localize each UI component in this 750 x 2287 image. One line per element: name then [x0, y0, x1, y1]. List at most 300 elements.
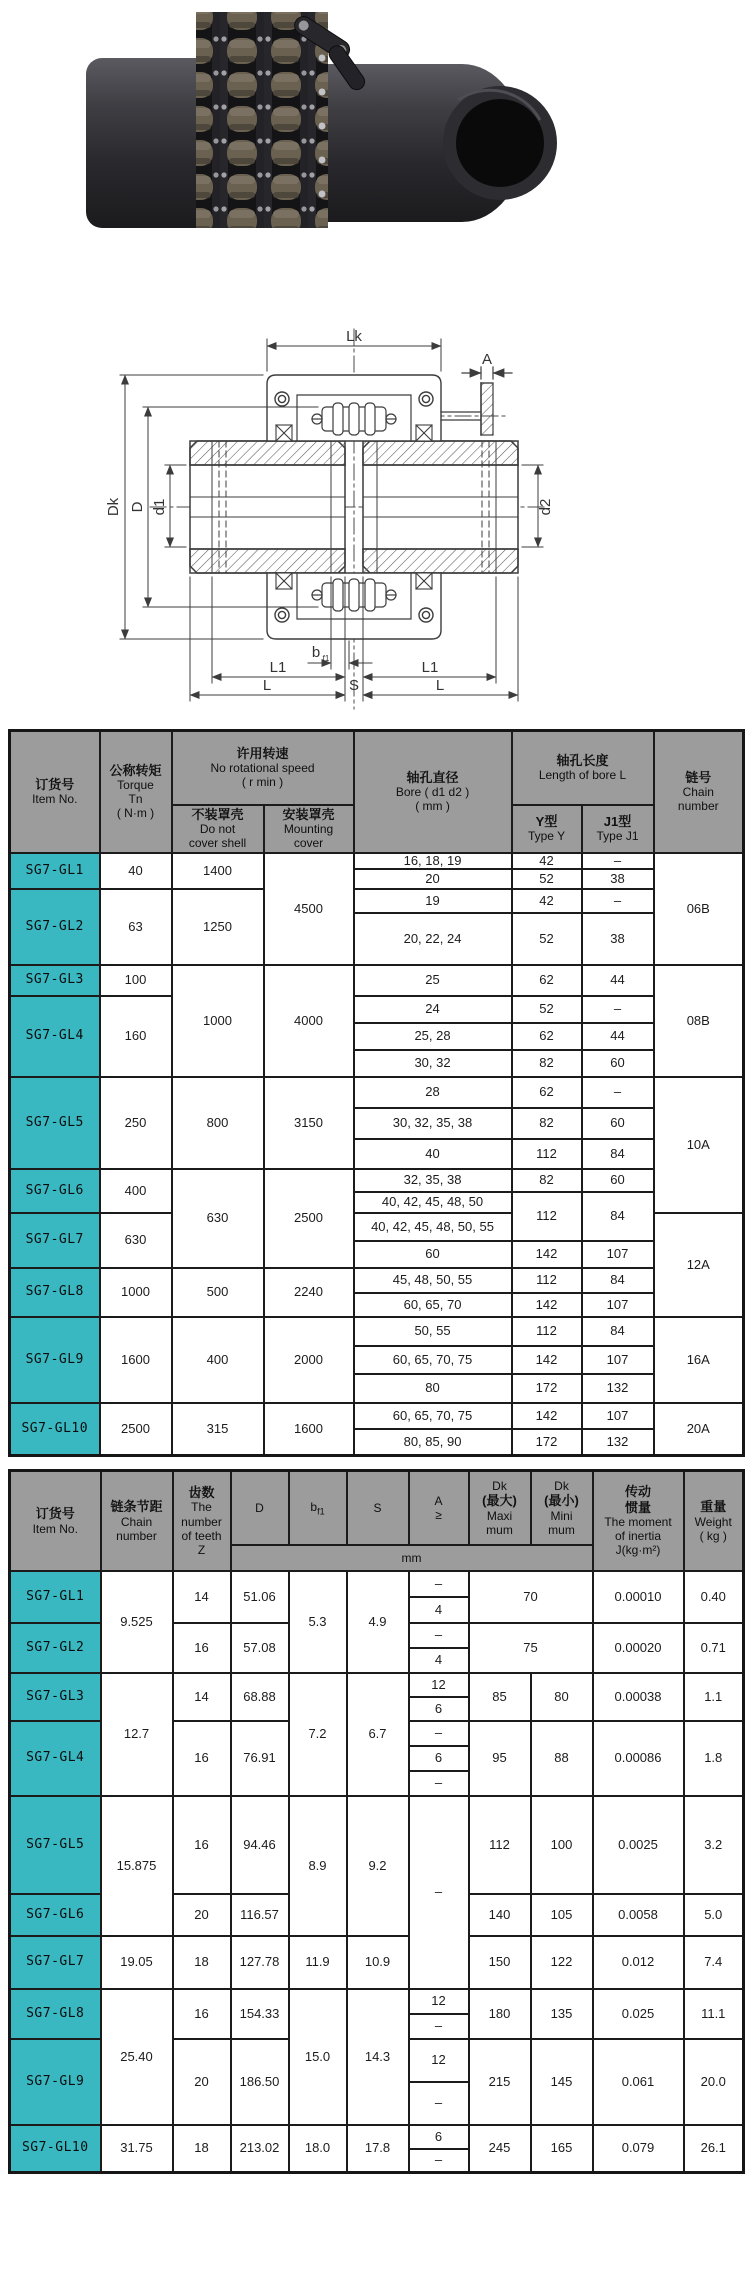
cell: 400: [100, 1169, 172, 1213]
cell: –: [409, 2014, 469, 2039]
cell: 30, 32: [354, 1050, 512, 1077]
t2-head-inertia-en1: The moment: [604, 1515, 672, 1530]
cell: 7.4: [684, 1936, 744, 1989]
cell: 1000: [100, 1268, 172, 1317]
cell: 42: [512, 853, 582, 869]
t2-head-s-sym: S: [373, 1500, 382, 1515]
label-d1: d1: [151, 498, 168, 516]
item-cell: SG7-GL5: [10, 1077, 100, 1169]
table-row: [10, 1571, 744, 1597]
cell: 132: [582, 1429, 654, 1456]
item-cell: SG7-GL9: [10, 2039, 101, 2125]
cell: 112: [512, 1139, 582, 1169]
cell: 5.3: [289, 1571, 347, 1673]
cell: 7.2: [289, 1673, 347, 1796]
t2-head-item: [10, 1471, 101, 1571]
table-row: [10, 1317, 744, 1346]
cell: 16: [173, 1623, 231, 1673]
t1-head-bore: [354, 731, 512, 853]
t1-head-no-cover: [172, 805, 264, 853]
t2-head-inertia-en2: of inertia: [614, 1529, 662, 1544]
t1-head-mount-cover-zh: 安装罩壳: [282, 806, 335, 822]
cell: 9.2: [347, 1796, 409, 1936]
t2-head-teeth-sym: Z: [197, 1542, 206, 1557]
t1-head-speed: [172, 731, 354, 805]
cell: 100: [531, 1796, 593, 1894]
cell: 800: [172, 1077, 264, 1169]
cell: 132: [582, 1374, 654, 1403]
cell: 76.91: [231, 1721, 289, 1796]
t1-head-type-j1-zh: J1型: [603, 813, 632, 829]
cell: 50, 55: [354, 1317, 512, 1346]
cell: 18: [173, 2125, 231, 2173]
a-detail: [441, 367, 512, 435]
chain-pin-assembly-bottom: [312, 579, 396, 611]
cell: 44: [582, 1023, 654, 1050]
table-row: [10, 1169, 744, 1192]
label-b-sub: f1: [322, 654, 330, 663]
t2-head-dk-min-en1: Mini: [550, 1508, 573, 1523]
label-l-left: L: [262, 677, 272, 694]
cell: –: [582, 889, 654, 913]
table-row: [10, 2125, 744, 2149]
table-row: [10, 853, 744, 869]
label-d2: d2: [537, 498, 554, 516]
dimension-drawing-figure: [0, 233, 750, 718]
cell: 40: [354, 1139, 512, 1169]
t2-head-d-sym: D: [255, 1500, 264, 1515]
cell: 1000: [172, 965, 264, 1077]
t2-head-dk-min: [531, 1471, 593, 1545]
t1-head-bore-length-en: Length of bore L: [538, 768, 627, 783]
spec-table-speed-bore: [8, 729, 745, 1457]
cell: 8.9: [289, 1796, 347, 1936]
label-l-right: L: [435, 677, 445, 694]
cell: 145: [531, 2039, 593, 2125]
t1-head-speed-unit: ( r min ): [241, 775, 284, 790]
t1-head-chain-zh: 链号: [685, 769, 712, 785]
cell: 1250: [172, 889, 264, 965]
cell: 12.7: [101, 1673, 173, 1796]
cell: 1.1: [684, 1673, 744, 1721]
cell: 15.0: [289, 1989, 347, 2125]
cell: 0.025: [593, 1989, 684, 2039]
t1-head-speed-en: No rotational speed: [210, 761, 315, 776]
cell: 172: [512, 1429, 582, 1456]
t1-head-no-cover-en1: Do not: [199, 822, 236, 836]
cell: 38: [582, 869, 654, 889]
cell: 88: [531, 1721, 593, 1796]
cell: 127.78: [231, 1936, 289, 1989]
item-cell: SG7-GL4: [10, 1721, 101, 1796]
t2-head-teeth-en3: of teeth: [181, 1528, 222, 1543]
cell: 24: [354, 996, 512, 1023]
cell: 17.8: [347, 2125, 409, 2173]
cell: 20A: [654, 1403, 744, 1456]
cell: 82: [512, 1169, 582, 1192]
cell: 112: [512, 1317, 582, 1346]
cell: 107: [582, 1346, 654, 1374]
cell: 4500: [264, 853, 354, 965]
item-cell: SG7-GL7: [10, 1213, 100, 1268]
cell: 25: [354, 965, 512, 996]
cell: –: [409, 2082, 469, 2125]
t1-head-torque-unit: ( N·m ): [116, 806, 155, 821]
cell: 142: [512, 1346, 582, 1374]
t2-head-weight-unit: ( kg ): [699, 1528, 727, 1543]
cell: 5.0: [684, 1894, 744, 1936]
cell: 215: [469, 2039, 531, 2125]
cell: 60: [354, 1241, 512, 1268]
cell: 160: [100, 996, 172, 1077]
t2-head-s: [347, 1471, 409, 1545]
cell: 52: [512, 913, 582, 965]
cell: 250: [100, 1077, 172, 1169]
cell: 85: [469, 1673, 531, 1721]
t1-head-type-y: [512, 805, 582, 853]
t1-head-chain: [654, 731, 744, 853]
item-cell: SG7-GL1: [10, 853, 100, 889]
cell: 112: [512, 1192, 582, 1241]
cell: 12: [409, 1989, 469, 2014]
cell: –: [582, 853, 654, 869]
cell: 0.0025: [593, 1796, 684, 1894]
cell: 10.9: [347, 1936, 409, 1989]
t1-head-torque-sym: Tn: [128, 792, 143, 807]
cell: 62: [512, 1077, 582, 1108]
t1-head-bore-length: [512, 731, 654, 805]
cell: 0.079: [593, 2125, 684, 2173]
cell: 2240: [264, 1268, 354, 1317]
cell: 40: [100, 853, 172, 889]
cell: 18: [173, 1936, 231, 1989]
t2-head-inertia-unit: J(kg·m²): [615, 1543, 661, 1558]
t1-head-chain-en1: Chain: [682, 785, 714, 800]
cell: 16: [173, 1989, 231, 2039]
cell: 107: [582, 1241, 654, 1268]
cell: 70: [469, 1571, 593, 1623]
cell: 60: [582, 1050, 654, 1077]
t2-head-dk-min-en2: mum: [548, 1522, 575, 1537]
t2-head-item-en: Item No.: [32, 1521, 78, 1536]
label-s: S: [348, 677, 360, 694]
cell: 122: [531, 1936, 593, 1989]
t2-head-item-zh: 订货号: [35, 1506, 75, 1522]
cell: 0.012: [593, 1936, 684, 1989]
cell: 165: [531, 2125, 593, 2173]
table-row: [10, 1403, 744, 1429]
cell: 0.71: [684, 1623, 744, 1673]
table-row: [10, 965, 744, 996]
cell: –: [582, 1077, 654, 1108]
t1-head-mount-cover: [264, 805, 354, 853]
item-cell: SG7-GL6: [10, 1169, 100, 1213]
cell: 0.00086: [593, 1721, 684, 1796]
cell: 2000: [264, 1317, 354, 1403]
cell: 40, 42, 45, 48, 50: [354, 1192, 512, 1213]
product-photo-figure: [0, 0, 750, 228]
t1-head-bore-length-zh: 轴孔长度: [556, 753, 609, 768]
t2-head-teeth: [173, 1471, 231, 1571]
cell: 52: [512, 996, 582, 1023]
cell: 14.3: [347, 1989, 409, 2125]
cell: 500: [172, 1268, 264, 1317]
cell: 80: [531, 1673, 593, 1721]
cell: 82: [512, 1050, 582, 1077]
cell: –: [409, 2149, 469, 2173]
cell: 11.1: [684, 1989, 744, 2039]
table-row: [10, 889, 744, 913]
cell: 3.2: [684, 1796, 744, 1894]
cell: 19.05: [101, 1936, 173, 1989]
cell: 60: [582, 1169, 654, 1192]
cell: 80, 85, 90: [354, 1429, 512, 1456]
t2-head-pitch-en1: Chain: [120, 1514, 153, 1529]
table-row: [10, 1268, 744, 1293]
cell: 38: [582, 913, 654, 965]
t2-head-pitch-en2: number: [116, 1528, 157, 1543]
cell: 62: [512, 965, 582, 996]
cell: 400: [172, 1317, 264, 1403]
table-row: [10, 1796, 744, 1894]
cell: 28: [354, 1077, 512, 1108]
t2-head-b: [289, 1471, 347, 1545]
t1-head-speed-zh: 许用转速: [236, 745, 289, 761]
cell: 19: [354, 889, 512, 913]
cell: 12: [409, 1673, 469, 1697]
t2-head-dk-max-en2: mum: [486, 1522, 513, 1537]
cell: 80: [354, 1374, 512, 1403]
cell: 1.8: [684, 1721, 744, 1796]
t1-head-chain-en2: number: [677, 799, 719, 814]
cell: 06B: [654, 853, 744, 965]
t2-head-pitch: [101, 1471, 173, 1571]
cell: –: [409, 1623, 469, 1648]
cell: 0.061: [593, 2039, 684, 2125]
t1-head-mount-cover-en1: Mounting: [283, 822, 334, 836]
cell: 08B: [654, 965, 744, 1077]
item-cell: SG7-GL8: [10, 1989, 101, 2039]
cell: 31.75: [101, 2125, 173, 2173]
cell: 51.06: [231, 1571, 289, 1623]
t2-head-inertia: [593, 1471, 684, 1571]
cell: 135: [531, 1989, 593, 2039]
cell: 60, 65, 70, 75: [354, 1403, 512, 1429]
cell: –: [409, 1771, 469, 1796]
cell: 12A: [654, 1213, 744, 1317]
cell: 30, 32, 35, 38: [354, 1108, 512, 1139]
cell: 3150: [264, 1077, 354, 1169]
t2-head-pitch-zh: 链条节距: [110, 1499, 163, 1515]
cell: 20.0: [684, 2039, 744, 2125]
t2-head-a-sym: A: [434, 1493, 443, 1508]
cell: 142: [512, 1241, 582, 1268]
t2-head-inertia-zh1: 传动: [624, 1484, 651, 1500]
cell: 14: [173, 1571, 231, 1623]
cell: 245: [469, 2125, 531, 2173]
cell: 315: [172, 1403, 264, 1456]
cell: 6: [409, 1746, 469, 1771]
item-cell: SG7-GL9: [10, 1317, 100, 1403]
t2-head-dk-max-en1: Maxi: [486, 1508, 513, 1523]
t1-head-no-cover-zh: 不装罩壳: [191, 806, 244, 822]
spec-table-geometry: [8, 1469, 745, 2174]
t1-head-mount-cover-en2: cover: [293, 836, 324, 851]
table-row: [10, 1673, 744, 1697]
label-dk: Dk: [105, 497, 122, 517]
label-b: b: [311, 644, 321, 661]
cell: 4: [409, 1648, 469, 1673]
t1-head-bore-unit: ( mm ): [415, 799, 450, 814]
cell: 6: [409, 1697, 469, 1721]
label-l1-right: L1: [421, 659, 439, 676]
cell: –: [582, 996, 654, 1023]
t2-head-unit-mm: [231, 1545, 593, 1571]
cell: 630: [172, 1169, 264, 1268]
t1-head-item-zh: 订货号: [35, 777, 75, 792]
table-row: [10, 1989, 744, 2014]
cell: 95: [469, 1721, 531, 1796]
cell: 75: [469, 1623, 593, 1673]
cell: 140: [469, 1894, 531, 1936]
cell: 57.08: [231, 1623, 289, 1673]
cell: 14: [173, 1673, 231, 1721]
cell: 213.02: [231, 2125, 289, 2173]
cell: 2500: [100, 1403, 172, 1456]
cell: 18.0: [289, 2125, 347, 2173]
item-cell: SG7-GL4: [10, 996, 100, 1077]
table-row: [10, 996, 744, 1023]
item-cell: SG7-GL3: [10, 965, 100, 996]
cell: 44: [582, 965, 654, 996]
item-cell: SG7-GL3: [10, 1673, 101, 1721]
cell: 62: [512, 1023, 582, 1050]
cell: 16: [173, 1721, 231, 1796]
cell: 630: [100, 1213, 172, 1268]
cell: 1600: [100, 1317, 172, 1403]
chain-pin-assembly-top: [312, 403, 396, 435]
t2-head-a: [409, 1471, 469, 1545]
cell: 26.1: [684, 2125, 744, 2173]
item-cell: SG7-GL2: [10, 1623, 101, 1673]
t1-head-no-cover-en2: cover shell: [188, 836, 247, 851]
t2-head-dk-min-zh: (最小): [544, 1493, 579, 1509]
cell: 11.9: [289, 1936, 347, 1989]
cell: 0.00010: [593, 1571, 684, 1623]
cell: 25.40: [101, 1989, 173, 2125]
cell: 150: [469, 1936, 531, 1989]
label-lk: Lk: [346, 328, 362, 345]
cell: 60, 65, 70: [354, 1293, 512, 1317]
cell: –: [409, 1796, 469, 1989]
cell: –: [409, 1721, 469, 1746]
cell: 32, 35, 38: [354, 1169, 512, 1192]
t1-head-torque: [100, 731, 172, 853]
cell: 68.88: [231, 1673, 289, 1721]
t2-head-inertia-zh2: 惯量: [624, 1499, 651, 1515]
item-cell: SG7-GL8: [10, 1268, 100, 1317]
cell: 142: [512, 1293, 582, 1317]
t2-head-teeth-zh: 齿数: [188, 1485, 215, 1501]
t1-head-item-en: Item No.: [32, 792, 78, 807]
t2-head-weight: [684, 1471, 744, 1571]
label-l1-left: L1: [269, 659, 287, 676]
cell: 20: [173, 2039, 231, 2125]
cell: 1600: [264, 1403, 354, 1456]
cell: 0.00038: [593, 1673, 684, 1721]
cell: 20: [354, 869, 512, 889]
cell: 20, 22, 24: [354, 913, 512, 965]
t2-head-dk-min-sym: Dk: [554, 1479, 569, 1494]
cell: 0.0058: [593, 1894, 684, 1936]
cell: 10A: [654, 1077, 744, 1213]
t1-head-bore-zh: 轴孔直径: [406, 769, 459, 785]
cell: 4000: [264, 965, 354, 1077]
cell: 45, 48, 50, 55: [354, 1268, 512, 1293]
t2-head-dk-max-zh: (最大): [482, 1493, 517, 1509]
cell: 84: [582, 1317, 654, 1346]
item-cell: SG7-GL5: [10, 1796, 101, 1894]
item-cell: SG7-GL10: [10, 1403, 100, 1456]
cell: 107: [582, 1293, 654, 1317]
cell: 63: [100, 889, 172, 965]
cell: –: [409, 1571, 469, 1597]
cell: 52: [512, 869, 582, 889]
t1-body: [10, 853, 744, 1456]
cell: 20: [173, 1894, 231, 1936]
cell: 186.50: [231, 2039, 289, 2125]
cell: 4: [409, 1597, 469, 1623]
cell: 100: [100, 965, 172, 996]
cell: 16A: [654, 1317, 744, 1403]
right-hub: [300, 64, 557, 222]
cell: 84: [582, 1268, 654, 1293]
t1-head-type-j1: [582, 805, 654, 853]
table-row: [10, 1077, 744, 1108]
cell: 4.9: [347, 1571, 409, 1673]
cell: 112: [512, 1268, 582, 1293]
lower-cover: [267, 573, 441, 639]
cell: 0.40: [684, 1571, 744, 1623]
cell: 84: [582, 1192, 654, 1241]
t2-body: [10, 1571, 744, 2173]
cell: 82: [512, 1108, 582, 1139]
t2-head-dk-max: [469, 1471, 531, 1545]
label-d: D: [129, 501, 146, 513]
t1-head-torque-zh: 公称转矩: [109, 762, 162, 778]
cell: 142: [512, 1403, 582, 1429]
cell: 6.7: [347, 1673, 409, 1796]
t1-head-bore-en: Bore ( d1 d2 ): [395, 785, 470, 800]
cell: 16: [173, 1796, 231, 1894]
cell: 42: [512, 889, 582, 913]
t2-head-teeth-en1: The: [191, 1500, 212, 1515]
t2-head-a-geq: ≥: [435, 1508, 442, 1523]
t1-header: [10, 731, 744, 853]
t2-head-d: [231, 1471, 289, 1545]
t2-head-dk-max-sym: Dk: [492, 1479, 507, 1494]
t2-header: [10, 1471, 744, 1571]
cell: 16, 18, 19: [354, 853, 512, 869]
cell: 25, 28: [354, 1023, 512, 1050]
cell: 94.46: [231, 1796, 289, 1894]
cell: 15.875: [101, 1796, 173, 1936]
item-cell: SG7-GL1: [10, 1571, 101, 1623]
upper-cover: [267, 375, 441, 441]
cell: 154.33: [231, 1989, 289, 2039]
item-cell: SG7-GL10: [10, 2125, 101, 2173]
t1-head-item: [10, 731, 100, 853]
